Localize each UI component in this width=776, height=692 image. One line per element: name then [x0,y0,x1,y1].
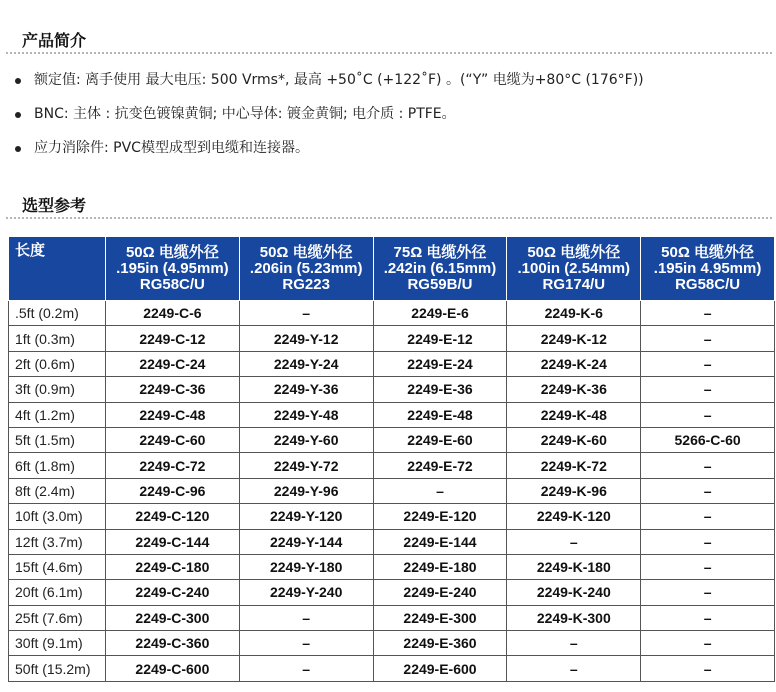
table-row [9,656,775,681]
column-header-line: RG174/U [542,275,606,293]
part-number-cell: 2249-E-600 [373,656,507,681]
part-number-cell: 2249-E-360 [373,631,507,656]
length-cell: 30ft (9.1m) [9,631,106,656]
part-number-cell: 2249-E-60 [373,427,507,452]
part-number-cell: 2249-Y-48 [239,402,373,427]
column-header-line: RG58C/U [675,275,741,293]
part-number-cell: – [641,631,775,656]
intro-title: 产品简介 [22,31,87,50]
part-number-cell: 2249-E-24 [373,351,507,376]
part-number-cell: 2249-C-180 [106,554,240,579]
part-number-cell: 2249-Y-24 [239,351,373,376]
part-number-cell: 2249-K-6 [507,301,641,326]
part-number-cell: 2249-C-96 [106,478,240,503]
part-number-cell: 2249-C-60 [106,427,240,452]
part-number-cell: 2249-C-144 [106,529,240,554]
part-number-cell: 2249-E-240 [373,580,507,605]
length-cell: 12ft (3.7m) [9,529,106,554]
selection-divider [6,217,772,219]
column-header-line: 50Ω 电缆外径 [527,243,621,261]
part-number-cell: – [239,605,373,630]
part-number-cell: – [641,351,775,376]
table-row [9,402,775,427]
table-body [9,301,775,682]
part-number-cell: 2249-C-36 [106,377,240,402]
table-row [9,377,775,402]
part-number-cell: – [641,478,775,503]
part-number-cell: 2249-E-72 [373,453,507,478]
part-number-cell: 2249-K-24 [507,351,641,376]
part-number-cell: 2249-K-48 [507,402,641,427]
part-number-cell: 2249-Y-36 [239,377,373,402]
part-number-cell: 2249-E-180 [373,554,507,579]
part-number-cell: 2249-E-144 [373,529,507,554]
table-row [9,580,775,605]
part-number-cell: 2249-K-60 [507,427,641,452]
part-number-cell: 2249-C-240 [106,580,240,605]
part-number-cell: – [507,529,641,554]
table-row [9,427,775,452]
column-header-line: 50Ω 电缆外径 [125,243,219,261]
part-number-cell: 2249-Y-144 [239,529,373,554]
column-header-line: .100in (2.54mm) [517,259,631,277]
column-header-cable-2 [239,237,373,301]
table-row [9,529,775,554]
column-header-line: .195in 4.95mm) [653,259,762,277]
table-row [9,351,775,376]
part-number-cell: – [507,631,641,656]
part-number-cell: 2249-E-300 [373,605,507,630]
part-number-cell: 2249-E-48 [373,402,507,427]
length-cell: 20ft (6.1m) [9,580,106,605]
length-cell: 1ft (0.3m) [9,326,106,351]
length-cell: 6ft (1.8m) [9,453,106,478]
part-number-cell: – [641,326,775,351]
column-header-cable-3 [373,237,507,301]
part-number-cell: – [641,402,775,427]
part-number-cell: – [507,656,641,681]
column-header-line: .195in (4.95mm) [116,259,229,277]
length-cell: 5ft (1.5m) [9,427,106,452]
part-number-cell: 2249-Y-180 [239,554,373,579]
part-number-cell: 2249-K-120 [507,504,641,529]
part-number-cell: – [641,554,775,579]
column-header-cable-5 [641,237,775,301]
column-header-line: 75Ω 电缆外径 [393,243,487,261]
table-row [9,301,775,326]
part-number-cell: 5266-C-60 [641,427,775,452]
column-header-line: .206in (5.23mm) [249,259,363,277]
part-number-cell: 2249-K-72 [507,453,641,478]
length-cell: 10ft (3.0m) [9,504,106,529]
table-row [9,631,775,656]
bullet-rating: 额定值: 离手使用 最大电压: 500 Vrms*, 最高 +50˚C (+122˚F) 。(“Y” 电缆为+80°C (176°F)) [12,70,772,104]
column-header-line: 长度 [15,242,46,259]
part-number-cell: – [239,631,373,656]
length-cell: 15ft (4.6m) [9,554,106,579]
part-number-cell: 2249-E-12 [373,326,507,351]
length-cell: 50ft (15.2m) [9,656,106,681]
selection-table [8,236,775,682]
part-number-cell: 2249-C-120 [106,504,240,529]
column-header-line: RG58C/U [139,275,205,293]
length-cell: 2ft (0.6m) [9,351,106,376]
table-row [9,504,775,529]
part-number-cell: 2249-E-6 [373,301,507,326]
part-number-cell: – [641,453,775,478]
part-number-cell: 2249-Y-60 [239,427,373,452]
part-number-cell: – [239,301,373,326]
column-header-length [9,237,106,301]
column-header-line: RG223 [282,275,330,293]
column-header-line: RG59B/U [407,275,473,293]
part-number-cell: – [641,529,775,554]
part-number-cell: 2249-E-120 [373,504,507,529]
part-number-cell: 2249-K-180 [507,554,641,579]
part-number-cell: – [641,301,775,326]
part-number-cell: – [641,580,775,605]
part-number-cell: – [373,478,507,503]
table-row [9,554,775,579]
part-number-cell: – [641,377,775,402]
table-row [9,478,775,503]
part-number-cell: 2249-C-48 [106,402,240,427]
table-header-row [9,237,775,301]
column-header-line: 50Ω 电缆外径 [661,243,755,261]
column-header-cable-1 [106,237,240,301]
bullet-bnc: BNC: 主体 : 抗变色镀镍黄铜; 中心导体: 镀金黄铜; 电介质 : PTFE。 [12,104,772,138]
part-number-cell: 2249-C-72 [106,453,240,478]
part-number-cell: 2249-Y-12 [239,326,373,351]
part-number-cell: – [641,656,775,681]
part-number-cell: 2249-C-12 [106,326,240,351]
length-cell: 8ft (2.4m) [9,478,106,503]
part-number-cell: – [641,605,775,630]
column-header-line: .242in (6.15mm) [383,259,497,277]
part-number-cell: 2249-K-36 [507,377,641,402]
length-cell: 3ft (0.9m) [9,377,106,402]
part-number-cell: – [641,504,775,529]
part-number-cell: 2249-E-36 [373,377,507,402]
part-number-cell: 2249-C-300 [106,605,240,630]
column-header-line: 50Ω 电缆外径 [259,243,353,261]
table-row [9,453,775,478]
part-number-cell: 2249-K-12 [507,326,641,351]
part-number-cell: 2249-C-600 [106,656,240,681]
part-number-cell: 2249-K-240 [507,580,641,605]
part-number-cell: 2249-Y-120 [239,504,373,529]
intro-bullet-list [12,70,772,172]
column-header-cable-4 [507,237,641,301]
part-number-cell: 2249-C-6 [106,301,240,326]
length-cell: .5ft (0.2m) [9,301,106,326]
part-number-cell: 2249-C-24 [106,351,240,376]
table-row [9,326,775,351]
length-cell: 4ft (1.2m) [9,402,106,427]
table-row [9,605,775,630]
part-number-cell: 2249-Y-72 [239,453,373,478]
part-number-cell: 2249-K-96 [507,478,641,503]
part-number-cell: – [239,656,373,681]
part-number-cell: 2249-Y-96 [239,478,373,503]
intro-divider [6,52,772,54]
bullet-strain-relief: 应力消除件: PVC模型成型到电缆和连接器。 [12,138,772,172]
selection-title: 选型参考 [22,196,87,215]
length-cell: 25ft (7.6m) [9,605,106,630]
part-number-cell: 2249-C-360 [106,631,240,656]
part-number-cell: 2249-Y-240 [239,580,373,605]
part-number-cell: 2249-K-300 [507,605,641,630]
